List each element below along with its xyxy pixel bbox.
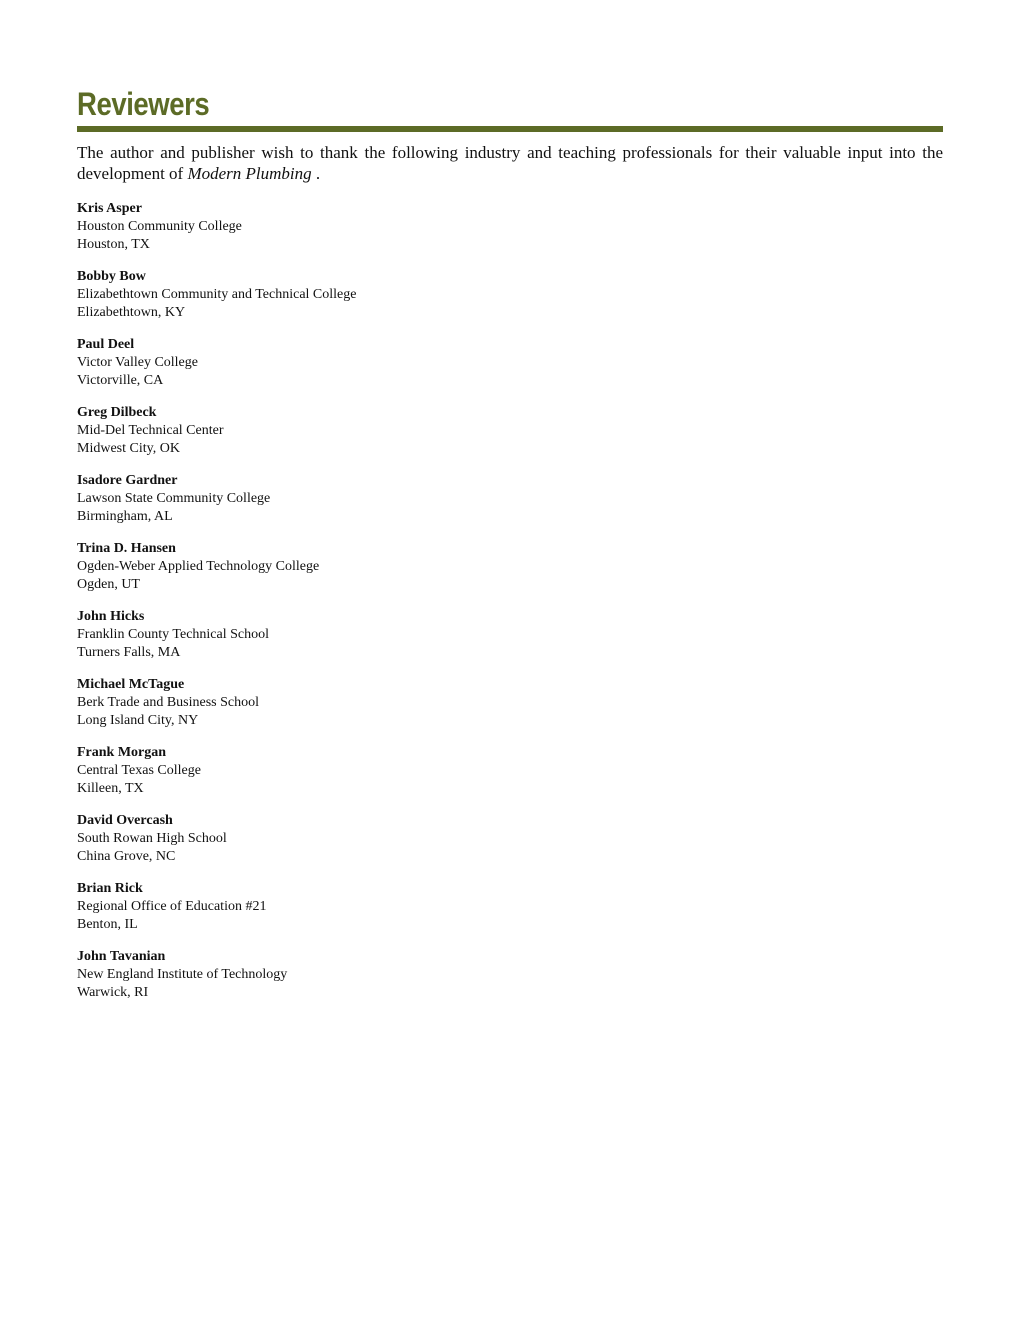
- reviewer-name: Michael McTague: [77, 677, 185, 692]
- intro-text: The author and publisher wish to thank the following industry and teaching professionals for their valuable input into the development of: [77, 143, 943, 183]
- reviewer-organization: Berk Trade and Business School: [77, 695, 259, 710]
- reviewer-entry: [77, 744, 943, 798]
- reviewer-entry: [77, 676, 943, 730]
- reviewer-name: Greg Dilbeck: [77, 405, 157, 420]
- book-title: Modern Plumbing: [187, 164, 312, 183]
- reviewer-name: Isadore Gardner: [77, 473, 178, 488]
- reviewer-name: Frank Morgan: [77, 745, 167, 760]
- reviewer-entry: [77, 608, 943, 662]
- page: [77, 84, 943, 1016]
- reviewer-organization: Houston Community College: [77, 219, 242, 234]
- reviewer-name: David Overcash: [77, 813, 173, 828]
- reviewer-location: Benton, IL: [77, 917, 138, 932]
- page-title: Reviewers: [77, 86, 210, 122]
- reviewer-location: Turners Falls, MA: [77, 645, 181, 660]
- reviewer-location: Elizabethtown, KY: [77, 305, 186, 320]
- reviewer-entry: [77, 880, 943, 934]
- reviewer-name: John Tavanian: [77, 949, 166, 964]
- reviewer-organization: Lawson State Community College: [77, 491, 271, 506]
- reviewer-organization: Victor Valley College: [77, 355, 198, 370]
- title-divider: [77, 126, 943, 132]
- reviewer-name: Paul Deel: [77, 337, 135, 352]
- reviewer-entry: [77, 404, 943, 458]
- reviewer-organization: New England Institute of Technology: [77, 967, 288, 982]
- reviewer-location: Houston, TX: [77, 237, 150, 252]
- reviewer-organization: Mid-Del Technical Center: [77, 423, 224, 438]
- reviewer-entry: [77, 200, 943, 254]
- reviewer-location: Birmingham, AL: [77, 509, 173, 524]
- reviewer-location: Killeen, TX: [77, 781, 144, 796]
- reviewer-name: Trina D. Hansen: [77, 541, 176, 556]
- intro-paragraph: [77, 142, 943, 184]
- intro-text-end: .: [311, 164, 321, 183]
- reviewer-entry: [77, 540, 943, 594]
- reviewer-organization: Regional Office of Education #21: [77, 899, 267, 914]
- reviewer-name: John Hicks: [77, 609, 145, 624]
- reviewer-name: Brian Rick: [77, 881, 143, 896]
- reviewer-location: Victorville, CA: [77, 373, 164, 388]
- reviewer-location: China Grove, NC: [77, 849, 176, 864]
- reviewer-organization: Ogden-Weber Applied Technology College: [77, 559, 320, 574]
- reviewer-name: Bobby Bow: [77, 269, 146, 284]
- reviewer-entry: [77, 812, 943, 866]
- reviewer-list: [77, 200, 943, 1002]
- reviewer-organization: South Rowan High School: [77, 831, 227, 846]
- reviewer-location: Long Island City, NY: [77, 713, 199, 728]
- reviewer-location: Midwest City, OK: [77, 441, 180, 456]
- reviewer-name: Kris Asper: [77, 201, 142, 216]
- reviewer-location: Ogden, UT: [77, 577, 140, 592]
- reviewer-entry: [77, 268, 943, 322]
- reviewer-entry: [77, 948, 943, 1002]
- reviewer-location: Warwick, RI: [77, 985, 149, 1000]
- reviewer-organization: Franklin County Technical School: [77, 627, 270, 642]
- reviewer-organization: Elizabethtown Community and Technical College: [77, 287, 357, 302]
- reviewer-entry: [77, 472, 943, 526]
- reviewer-organization: Central Texas College: [77, 763, 201, 778]
- reviewer-entry: [77, 336, 943, 390]
